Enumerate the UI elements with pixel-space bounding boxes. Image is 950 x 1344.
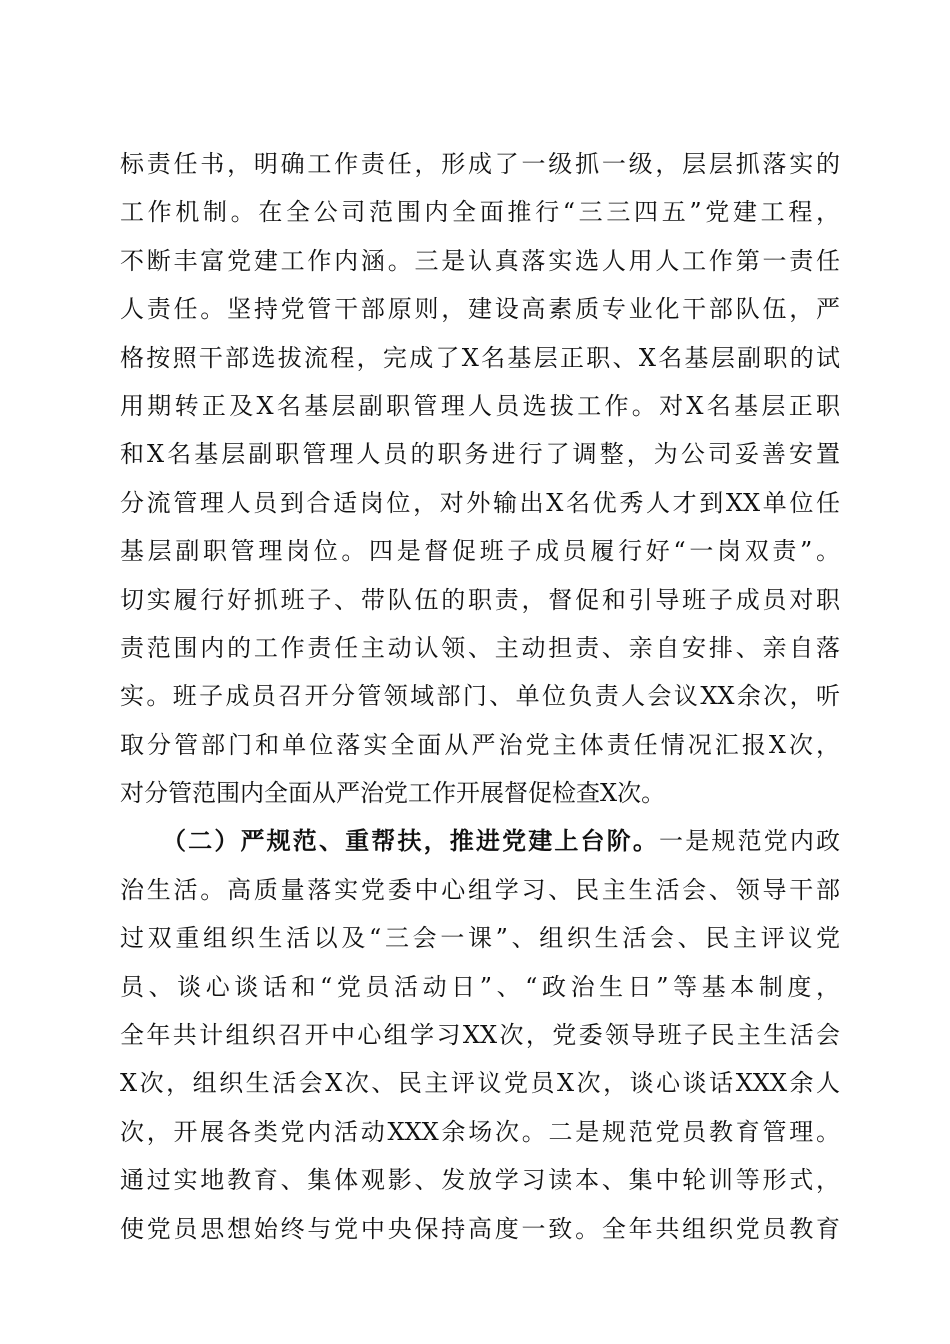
text-line: 基层副职管理岗位。四是督促班子成员履行好“一岗双责”。 bbox=[120, 537, 840, 566]
text-line: 过双重组织生活以及“三会一课”、组织生活会、民主评议党 bbox=[120, 924, 840, 953]
text-line: 工作机制。在全公司范围内全面推行“三三四五”党建工程， bbox=[120, 198, 840, 227]
text-line: X次，组织生活会X次、民主评议党员X次，谈心谈话XXX余人 bbox=[120, 1069, 840, 1098]
text-line: 对分管范围内全面从严治党工作开展督促检查X次。 bbox=[120, 779, 666, 808]
text-line: 使党员思想始终与党中央保持高度一致。全年共组织党员教育 bbox=[120, 1214, 840, 1243]
text-line: 格按照干部选拔流程，完成了X名基层正职、X名基层副职的试 bbox=[120, 343, 840, 372]
text-line: 不断丰富党建工作内涵。三是认真落实选人用人工作第一责任 bbox=[120, 246, 840, 275]
section-heading-line bbox=[120, 817, 840, 865]
section-heading: （二）严规范、重帮扶，推进党建上台阶。 bbox=[162, 826, 660, 856]
text-line: 治生活。高质量落实党委中心组学习、民主生活会、领导干部 bbox=[120, 875, 840, 904]
document-body bbox=[120, 140, 840, 1253]
text-line: 责范围内的工作责任主动认领、主动担责、亲自安排、亲自落 bbox=[120, 633, 840, 662]
text-line: 用期转正及X名基层副职管理人员选拔工作。对X名基层正职 bbox=[120, 391, 840, 420]
text-line: 分流管理人员到合适岗位，对外输出X名优秀人才到XX单位任 bbox=[120, 488, 840, 517]
text-line: 次，开展各类党内活动XXX余场次。二是规范党员教育管理。 bbox=[120, 1117, 840, 1146]
text-line: 全年共计组织召开中心组学习XX次，党委领导班子民主生活会 bbox=[120, 1021, 840, 1050]
section-heading-continuation: 一是规范党内政 bbox=[659, 827, 840, 856]
text-line: 和X名基层副职管理人员的职务进行了调整，为公司妥善安置 bbox=[120, 440, 840, 469]
text-line: 取分管部门和单位落实全面从严治党主体责任情况汇报X次， bbox=[120, 730, 840, 759]
text-line: 标责任书，明确工作责任，形成了一级抓一级，层层抓落实的 bbox=[120, 150, 840, 178]
text-line: 实。班子成员召开分管领域部门、单位负责人会议XX余次，听 bbox=[120, 682, 840, 711]
text-line: 员、谈心谈话和“党员活动日”、“政治生日”等基本制度， bbox=[120, 972, 840, 1001]
text-line: 人责任。坚持党管干部原则，建设高素质专业化干部队伍，严 bbox=[120, 295, 840, 324]
text-line: 通过实地教育、集体观影、发放学习读本、集中轮训等形式， bbox=[120, 1166, 840, 1195]
text-line: 切实履行好抓班子、带队伍的职责，督促和引导班子成员对职 bbox=[120, 585, 840, 614]
